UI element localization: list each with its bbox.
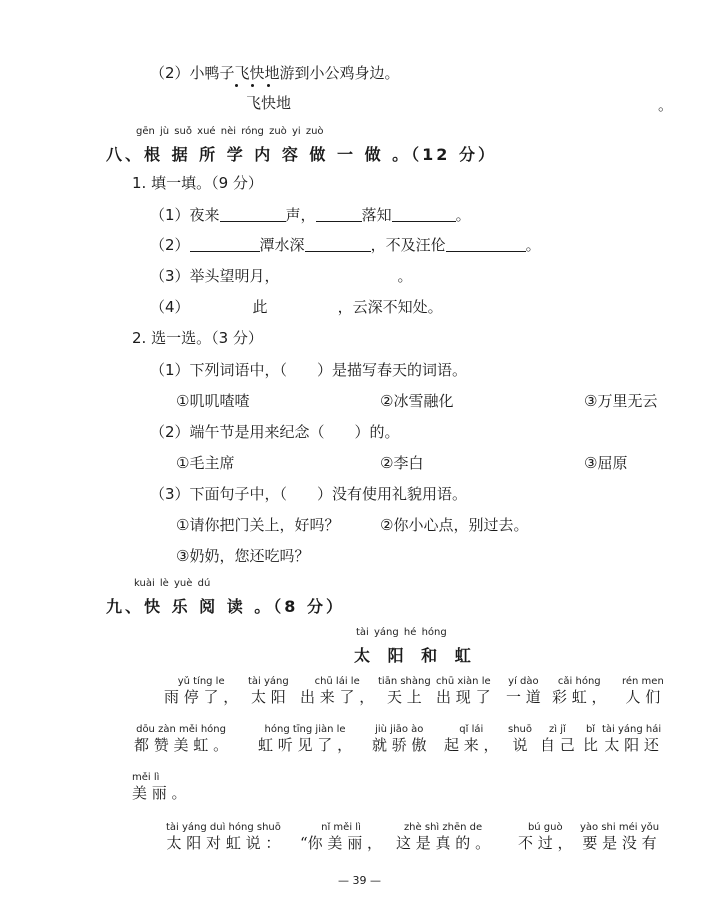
choice-option[interactable]: ①叽叽喳喳	[176, 392, 250, 410]
word-pinyin: cǎi hóng	[557, 676, 601, 687]
word-characters: 出 现 了	[436, 688, 491, 706]
choice-option[interactable]: ②冰雪融化	[380, 392, 454, 410]
word-pinyin: hóng tīng jiàn le	[264, 724, 346, 735]
answer-blank[interactable]	[305, 237, 371, 252]
ruby-word	[622, 676, 664, 706]
choice-option[interactable]: ①请你把门关上，好吗？	[176, 516, 340, 534]
ruby-word	[508, 724, 532, 754]
word-characters: 比	[583, 736, 599, 754]
word-pinyin: yǔ tíng le	[177, 676, 225, 687]
word-pinyin: nǐ měi lì	[321, 822, 361, 833]
word-characters: 太 阳 对 虹 说 ：	[166, 834, 281, 852]
word-characters: 美 丽 。	[132, 784, 187, 802]
section9-heading: 九、快 乐 阅 读 。（8 分）	[106, 597, 345, 616]
word-characters: 这 是 真 的 。	[396, 834, 491, 852]
choice-option[interactable]: ③奶奶，您还吃吗？	[176, 547, 310, 565]
section8-heading: 八、根 据 所 学 内 容 做 一 做 。（12 分）	[106, 145, 497, 164]
word-characters: 雨 停 了 ，	[164, 688, 239, 706]
word-characters: 自 己	[540, 736, 575, 754]
word-pinyin: qǐ lái	[459, 724, 484, 735]
ruby-word	[580, 822, 659, 852]
word-pinyin: zì jǐ	[549, 724, 566, 735]
choice-question-1: （1）下列词语中，（ ）是描写春天的词语。	[150, 361, 468, 379]
word-pinyin: tài yáng hái	[602, 724, 662, 735]
word-pinyin: shuō	[508, 724, 533, 735]
rewrite-sentence: （2）小鸭子飞快地游到小公鸡身边。	[150, 64, 400, 82]
ruby-word	[248, 676, 289, 706]
word-pinyin: bǐ	[585, 724, 596, 735]
fill-line-3	[150, 267, 413, 285]
word-pinyin: zhè shì zhēn de	[403, 822, 483, 833]
ruby-word	[506, 676, 541, 706]
word-characters: 不 过 ，	[518, 834, 573, 852]
ruby-word	[258, 724, 352, 754]
ruby-word	[300, 676, 374, 706]
fill-text: 落知	[361, 206, 392, 224]
answer-blank[interactable]	[220, 207, 286, 222]
ruby-word	[134, 724, 228, 754]
story-title: 太 阳 和 虹	[354, 646, 477, 665]
word-characters: 都 赞 美 虹 。	[134, 736, 229, 754]
rewrite-word: 飞快地	[246, 94, 292, 112]
choice-option[interactable]: ①毛主席	[176, 454, 235, 472]
ruby-word	[444, 724, 499, 754]
word-pinyin: měi lì	[132, 772, 160, 783]
word-pinyin: yí dào	[508, 676, 539, 687]
word-pinyin: tài yáng duì hóng shuō	[166, 822, 281, 833]
section9-pinyin: kuài lè yuè dú	[134, 578, 211, 589]
answer-blank[interactable]	[446, 237, 526, 252]
fill-text: 。	[397, 267, 413, 285]
ruby-word	[518, 822, 573, 852]
fill-text: 声，	[285, 206, 316, 224]
word-characters: 彩 虹 ，	[552, 688, 607, 706]
ruby-word	[436, 676, 491, 706]
word-characters: 虹 听 见 了 ，	[258, 736, 353, 754]
word-pinyin: bú guò	[527, 822, 563, 833]
ruby-word	[540, 724, 575, 754]
fill-line-1	[150, 206, 471, 224]
choice-option[interactable]: ②李白	[380, 454, 424, 472]
fill-text: 潭水深	[259, 236, 305, 254]
fill-text: ，不及汪伦	[370, 236, 446, 254]
ruby-word	[372, 724, 427, 754]
word-characters: 要 是 没 有	[582, 834, 657, 852]
section8-pinyin: gēn jù suǒ xué nèi róng zuò yi zuò	[136, 126, 324, 137]
word-pinyin: jiù jiāo ào	[375, 724, 424, 735]
ruby-word	[164, 676, 238, 706]
ruby-word	[552, 676, 607, 706]
fill-line-4	[150, 298, 443, 316]
emphasis-dot	[267, 84, 270, 87]
word-pinyin: chū xiàn le	[436, 676, 491, 687]
ruby-word	[166, 822, 281, 852]
word-characters: “你 美 丽 ，	[300, 834, 382, 852]
fill-text: 。	[455, 206, 471, 224]
word-pinyin: dōu zàn měi hóng	[136, 724, 226, 735]
part2-title: 2. 选一选。（3 分）	[132, 329, 263, 347]
fill-text: （2）	[150, 236, 190, 254]
fill-text: ，云深不知处。	[337, 298, 443, 316]
word-characters: 一 道	[506, 688, 541, 706]
story-title-pinyin: tài yáng hé hóng	[356, 627, 447, 638]
fill-text: （4）	[150, 298, 190, 316]
ruby-word	[378, 676, 431, 706]
word-characters: 太 阳 还	[604, 736, 659, 754]
emphasis-dot	[235, 84, 238, 87]
choice-question-3: （3）下面句子中，（ ）没有使用礼貌用语。	[150, 485, 468, 503]
ruby-word	[602, 724, 661, 754]
part1-title: 1. 填一填。（9 分）	[132, 174, 263, 192]
rewrite-end-mark: 。	[658, 96, 674, 114]
page-number: — 39 —	[338, 874, 381, 887]
choice-question-2: （2）端午节是用来纪念（ ）的。	[150, 423, 400, 441]
choice-option[interactable]: ③万里无云	[584, 392, 658, 410]
choice-option[interactable]: ③屈原	[584, 454, 628, 472]
word-pinyin: yào shi méi yǒu	[580, 822, 660, 833]
fill-text: （3）举头望明月，	[150, 267, 280, 285]
ruby-word	[396, 822, 490, 852]
word-pinyin: chū lái le	[314, 676, 360, 687]
ruby-word	[583, 724, 598, 754]
fill-line-2	[150, 236, 541, 254]
word-pinyin: tiān shàng	[378, 676, 431, 687]
fill-text: 。	[525, 236, 541, 254]
word-characters: 就 骄 傲	[372, 736, 427, 754]
answer-blank[interactable]	[316, 207, 362, 222]
word-characters: 说	[512, 736, 528, 754]
word-pinyin: rén men	[622, 676, 664, 687]
fill-text: 此	[252, 298, 268, 316]
word-pinyin: tài yáng	[248, 676, 289, 687]
choice-option[interactable]: ②你小心点，别过去。	[380, 516, 529, 534]
word-characters: 出 来 了 ，	[300, 688, 375, 706]
word-characters: 天 上	[386, 688, 422, 706]
word-characters: 人 们	[625, 688, 661, 706]
fill-text: （1）夜来	[150, 206, 220, 224]
ruby-word	[132, 772, 187, 802]
answer-blank[interactable]	[392, 207, 456, 222]
word-characters: 起 来 ，	[444, 736, 499, 754]
emphasis-dot	[251, 84, 254, 87]
word-characters: 太 阳	[250, 688, 286, 706]
answer-blank[interactable]	[190, 237, 260, 252]
ruby-word	[300, 822, 382, 852]
